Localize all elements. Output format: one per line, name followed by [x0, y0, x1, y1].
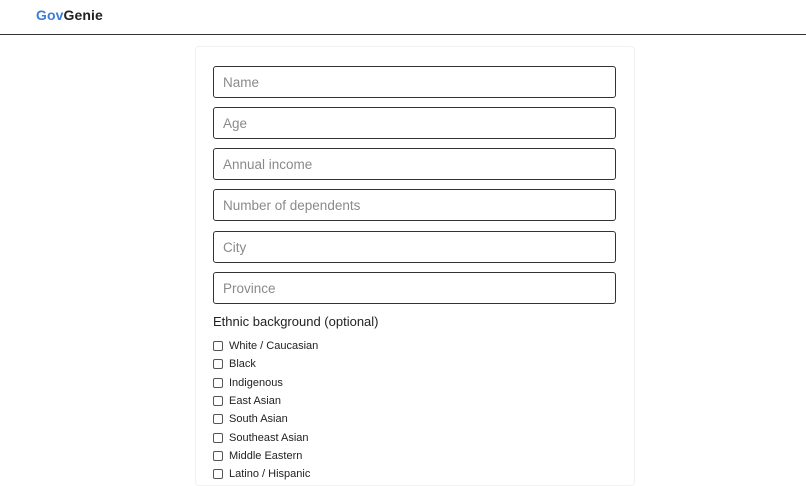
checkbox-label: Middle Eastern — [229, 449, 303, 462]
checkbox[interactable] — [213, 341, 223, 351]
checkbox-label: Black — [229, 358, 256, 371]
checkbox[interactable] — [213, 396, 223, 406]
brand-logo-genie: Genie — [63, 7, 103, 23]
ethnic-option-east-asian[interactable] — [213, 392, 318, 410]
name-input[interactable] — [213, 66, 616, 98]
ethnic-background-label: Ethnic background (optional) — [213, 314, 379, 329]
checkbox[interactable] — [213, 378, 223, 388]
ethnic-option-white[interactable] — [213, 337, 318, 355]
checkbox[interactable] — [213, 433, 223, 443]
ethnic-option-southeast-asian[interactable] — [213, 428, 318, 446]
checkbox-label: South Asian — [229, 413, 288, 426]
checkbox-label: Southeast Asian — [229, 431, 309, 444]
dependents-input[interactable] — [213, 189, 616, 221]
province-input[interactable] — [213, 272, 616, 304]
brand-logo[interactable] — [36, 7, 103, 23]
ethnic-option-indigenous[interactable] — [213, 374, 318, 392]
checkbox-label: Indigenous — [229, 376, 283, 389]
checkbox-label: White / Caucasian — [229, 340, 319, 353]
ethnic-background-list — [213, 337, 318, 483]
age-input[interactable] — [213, 107, 616, 139]
top-navbar — [0, 0, 806, 35]
ethnic-option-latino-hispanic[interactable] — [213, 465, 318, 483]
ethnic-option-south-asian[interactable] — [213, 410, 318, 428]
checkbox[interactable] — [213, 451, 223, 461]
ethnic-option-black[interactable] — [213, 355, 318, 373]
brand-logo-gov: Gov — [36, 7, 64, 23]
ethnic-option-middle-eastern[interactable] — [213, 447, 318, 465]
checkbox-label: Latino / Hispanic — [229, 468, 311, 481]
checkbox[interactable] — [213, 359, 223, 369]
city-input[interactable] — [213, 231, 616, 263]
checkbox[interactable] — [213, 414, 223, 424]
checkbox-label: East Asian — [229, 395, 281, 408]
annual-income-input[interactable] — [213, 148, 616, 180]
